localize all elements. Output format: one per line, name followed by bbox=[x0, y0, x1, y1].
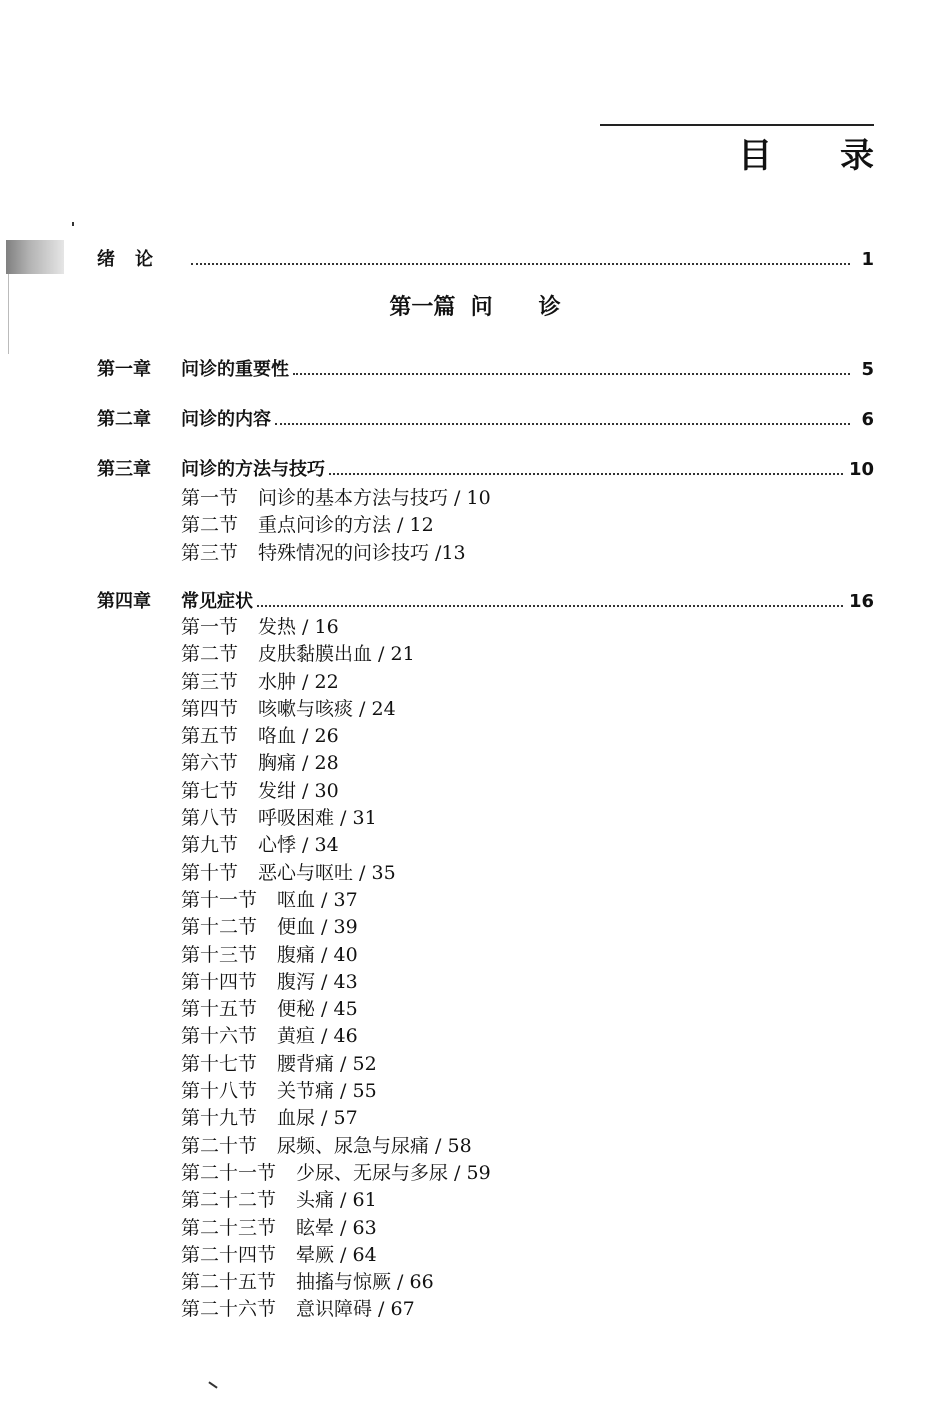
section-number: 第八节 bbox=[181, 807, 239, 830]
section-title-page: 呼吸困难 / 31 bbox=[258, 807, 377, 830]
scan-artifact-dot bbox=[72, 222, 74, 226]
section-title-page: 腰背痛 / 52 bbox=[277, 1052, 377, 1075]
toc-section-entry[interactable] bbox=[181, 969, 491, 996]
chapter-title: 问诊的内容 bbox=[181, 409, 271, 430]
intro-label: 绪论 bbox=[97, 249, 173, 270]
chapter-title: 问诊的方法与技巧 bbox=[181, 459, 325, 480]
scan-artifact-tick bbox=[208, 1381, 217, 1388]
section-title-page: 发热 / 16 bbox=[258, 616, 339, 638]
section-number: 第十三节 bbox=[181, 943, 258, 966]
section-number: 第九节 bbox=[181, 834, 239, 857]
chapter-page-number: 16 bbox=[848, 591, 874, 612]
toc-section-entry[interactable] bbox=[181, 1215, 491, 1242]
chapter-title: 问诊的重要性 bbox=[181, 359, 289, 380]
intro-page-number: 1 bbox=[861, 249, 874, 270]
part-heading-word-2: 诊 bbox=[538, 294, 561, 320]
toc-chapter-entry[interactable] bbox=[97, 590, 874, 614]
section-title-page: 血尿 / 57 bbox=[277, 1107, 358, 1130]
section-number: 第一节 bbox=[181, 487, 239, 509]
toc-section-entry[interactable] bbox=[181, 1242, 491, 1269]
chapter-page-number: 6 bbox=[861, 409, 874, 430]
toc-section-entry[interactable] bbox=[181, 614, 491, 641]
section-number: 第二节 bbox=[181, 514, 239, 537]
section-number: 第三节 bbox=[181, 541, 239, 564]
section-number: 第十一节 bbox=[181, 888, 258, 911]
section-number: 第二十三节 bbox=[181, 1216, 277, 1239]
toc-section-entry[interactable] bbox=[181, 1051, 491, 1078]
toc-chapter-entry[interactable] bbox=[97, 408, 874, 432]
toc-section-entry[interactable] bbox=[181, 832, 491, 859]
toc-section-entry[interactable] bbox=[181, 540, 491, 567]
chapter-label: 第三章 bbox=[97, 459, 151, 480]
section-title-page: 皮肤黏膜出血 / 21 bbox=[258, 643, 415, 666]
section-title-page: 咳嗽与咳痰 / 24 bbox=[258, 697, 396, 720]
header-rule bbox=[600, 124, 874, 126]
toc-section-entry[interactable] bbox=[181, 1296, 491, 1323]
section-number: 第二十四节 bbox=[181, 1243, 277, 1266]
section-number: 第十九节 bbox=[181, 1107, 258, 1130]
section-number: 第十八节 bbox=[181, 1080, 258, 1103]
section-title-page: 腹泻 / 43 bbox=[277, 970, 358, 993]
section-number: 第五节 bbox=[181, 725, 239, 748]
chapter-4-section-list bbox=[181, 614, 491, 1324]
toc-section-entry[interactable] bbox=[181, 1078, 491, 1105]
section-title-page: 便血 / 39 bbox=[277, 916, 358, 939]
toc-section-entry[interactable] bbox=[181, 778, 491, 805]
section-number: 第七节 bbox=[181, 779, 239, 802]
dot-leader bbox=[329, 473, 843, 475]
chapter-page-number: 10 bbox=[848, 459, 874, 480]
toc-section-entry[interactable] bbox=[181, 860, 491, 887]
section-title-page: 少尿、无尿与多尿 / 59 bbox=[296, 1161, 491, 1184]
chapter-page-number: 5 bbox=[861, 359, 874, 380]
section-number: 第十六节 bbox=[181, 1025, 258, 1048]
section-number: 第一节 bbox=[181, 616, 239, 638]
section-title-page: 黄疸 / 46 bbox=[277, 1025, 358, 1048]
section-title-page: 便秘 / 45 bbox=[277, 998, 358, 1021]
section-title-page: 眩晕 / 63 bbox=[296, 1216, 377, 1239]
section-number: 第二节 bbox=[181, 643, 239, 666]
scan-artifact-shading bbox=[6, 240, 64, 274]
toc-section-entry[interactable] bbox=[181, 1160, 491, 1187]
toc-section-entry[interactable] bbox=[181, 696, 491, 723]
toc-section-entry[interactable] bbox=[181, 805, 491, 832]
section-number: 第十五节 bbox=[181, 998, 258, 1021]
toc-section-entry[interactable] bbox=[181, 996, 491, 1023]
section-title-page: 尿频、尿急与尿痛 / 58 bbox=[277, 1134, 472, 1157]
section-title-page: 晕厥 / 64 bbox=[296, 1243, 377, 1266]
toc-chapter-entry[interactable] bbox=[97, 458, 874, 482]
toc-section-entry[interactable] bbox=[181, 485, 491, 512]
toc-section-entry[interactable] bbox=[181, 1187, 491, 1214]
section-title-page: 心悸 / 34 bbox=[258, 834, 339, 857]
section-number: 第十二节 bbox=[181, 916, 258, 939]
toc-section-entry[interactable] bbox=[181, 914, 491, 941]
chapter-label: 第二章 bbox=[97, 409, 151, 430]
section-number: 第二十一节 bbox=[181, 1161, 277, 1184]
section-title-page: 关节痛 / 55 bbox=[277, 1080, 377, 1103]
dot-leader bbox=[257, 605, 843, 607]
page-title: 目 录 bbox=[738, 136, 902, 176]
section-title-page: 头痛 / 61 bbox=[296, 1189, 377, 1212]
section-title-page: 胸痛 / 28 bbox=[258, 752, 339, 775]
dot-leader bbox=[275, 423, 850, 425]
section-number: 第十四节 bbox=[181, 970, 258, 993]
chapter-3-section-list bbox=[181, 485, 491, 567]
section-title-page: 重点问诊的方法 / 12 bbox=[258, 514, 434, 537]
section-title-page: 发绀 / 30 bbox=[258, 779, 339, 802]
chapter-title: 常见症状 bbox=[181, 591, 253, 612]
toc-chapter-entry[interactable] bbox=[97, 358, 874, 382]
dot-leader bbox=[191, 263, 850, 265]
section-number: 第六节 bbox=[181, 752, 239, 775]
section-number: 第二十节 bbox=[181, 1134, 258, 1157]
toc-section-entry[interactable] bbox=[181, 1133, 491, 1160]
section-title-page: 恶心与呕吐 / 35 bbox=[258, 861, 396, 884]
toc-intro-entry[interactable] bbox=[97, 248, 874, 272]
section-number: 第二十五节 bbox=[181, 1271, 277, 1294]
section-number: 第二十二节 bbox=[181, 1189, 277, 1212]
section-title-page: 意识障碍 / 67 bbox=[296, 1298, 415, 1321]
toc-section-entry[interactable] bbox=[181, 723, 491, 750]
section-title-page: 问诊的基本方法与技巧 / 10 bbox=[258, 487, 491, 509]
dot-leader bbox=[293, 373, 850, 375]
section-number: 第二十六节 bbox=[181, 1298, 277, 1321]
chapter-label: 第四章 bbox=[97, 591, 151, 612]
section-title-page: 腹痛 / 40 bbox=[277, 943, 358, 966]
chapter-label: 第一章 bbox=[97, 359, 151, 380]
section-title-page: 咯血 / 26 bbox=[258, 725, 339, 748]
toc-section-entry[interactable] bbox=[181, 512, 491, 539]
toc-section-entry[interactable] bbox=[181, 669, 491, 696]
section-number: 第十节 bbox=[181, 861, 239, 884]
toc-section-entry[interactable] bbox=[181, 1269, 491, 1296]
toc-section-entry[interactable] bbox=[181, 1023, 491, 1050]
toc-section-entry[interactable] bbox=[181, 942, 491, 969]
toc-section-entry[interactable] bbox=[181, 887, 491, 914]
section-number: 第三节 bbox=[181, 670, 239, 693]
section-title-page: 特殊情况的问诊技巧 /13 bbox=[258, 541, 466, 564]
toc-section-entry[interactable] bbox=[181, 641, 491, 668]
section-title-page: 呕血 / 37 bbox=[277, 888, 358, 911]
part-heading bbox=[0, 290, 950, 321]
toc-section-entry[interactable] bbox=[181, 750, 491, 777]
section-title-page: 抽搐与惊厥 / 66 bbox=[296, 1271, 434, 1294]
section-number: 第十七节 bbox=[181, 1052, 258, 1075]
toc-section-entry[interactable] bbox=[181, 1105, 491, 1132]
section-number: 第四节 bbox=[181, 697, 239, 720]
section-title-page: 水肿 / 22 bbox=[258, 670, 339, 693]
part-heading-number: 第一篇 bbox=[389, 294, 456, 320]
part-heading-word-1: 问 bbox=[470, 294, 493, 320]
